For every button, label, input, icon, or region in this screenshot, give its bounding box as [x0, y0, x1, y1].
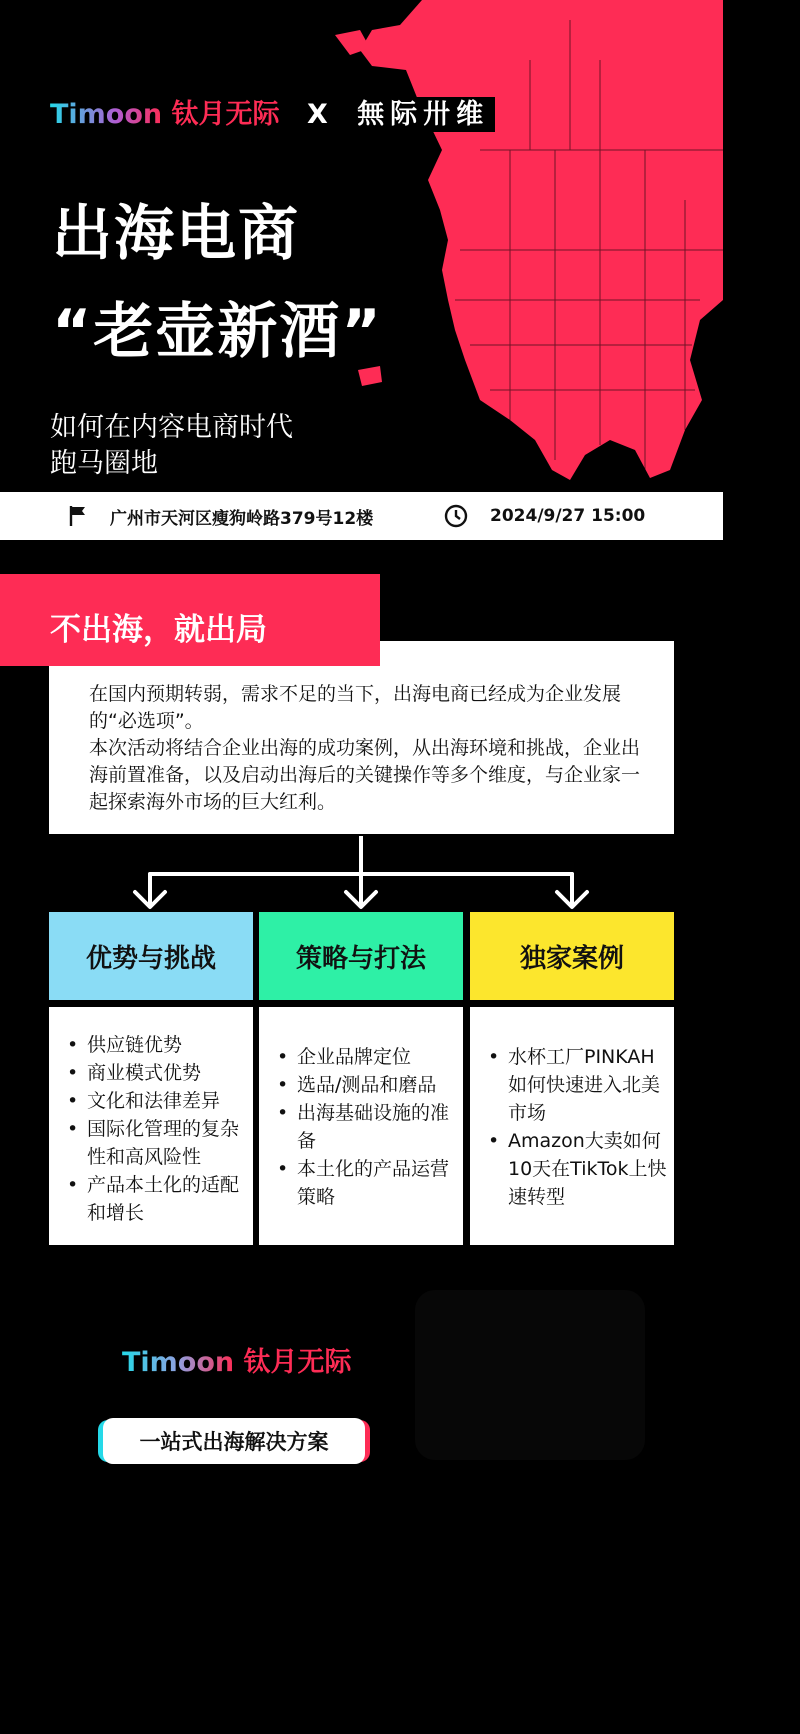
list-item: • Amazon大卖如何10天在TikTok上快速转型	[488, 1127, 670, 1211]
footer-brand-en: Timoon	[122, 1347, 235, 1378]
list-item: • 产品本土化的适配和增长	[67, 1171, 249, 1227]
column-body-cases	[470, 1007, 674, 1245]
partner-logo-text: 無际卅维	[351, 97, 495, 132]
brand-cn: 钛月无际	[171, 99, 280, 130]
event-location: 广州市天河区瘦狗岭路379号12楼	[110, 508, 374, 529]
section-heading: 不出海，就出局	[50, 612, 267, 648]
column-head-advantages: 优势与挑战	[49, 912, 253, 1000]
branch-arrows	[0, 836, 723, 916]
page-title-line1: 出海电商	[52, 199, 300, 269]
list-item: • 供应链优势	[67, 1031, 249, 1059]
intro-box	[49, 641, 674, 834]
list-item: • 选品/测品和磨品	[277, 1071, 459, 1099]
flag-icon	[68, 505, 88, 527]
list-item: • 出海基础设施的准备	[277, 1099, 459, 1155]
column-body-strategy	[259, 1007, 463, 1245]
cross-mark: X	[306, 99, 328, 130]
clock-icon	[444, 504, 468, 528]
list-item: • 国际化管理的复杂性和高风险性	[67, 1115, 249, 1171]
page-title-line2: “老壶新酒”	[52, 297, 383, 367]
list-item: • 水杯工厂PINKAH如何快速进入北美市场	[488, 1043, 670, 1127]
column-head-cases: 独家案例	[470, 912, 674, 1000]
north-america-map	[330, 0, 723, 490]
event-datetime: 2024/9/27 15:00	[490, 506, 646, 526]
header-brand	[50, 92, 495, 131]
section-heading-banner	[0, 574, 380, 666]
footer-brand	[122, 1340, 352, 1379]
list-item: • 本土化的产品运营策略	[277, 1155, 459, 1211]
column-head-strategy: 策略与打法	[259, 912, 463, 1000]
faded-image	[415, 1290, 645, 1460]
list-item: • 企业品牌定位	[277, 1043, 459, 1071]
tagline-text: 一站式出海解决方案	[103, 1418, 365, 1464]
brand-en: Timoon	[50, 99, 163, 130]
list-item: • 文化和法律差异	[67, 1087, 249, 1115]
tagline-badge	[98, 1418, 370, 1464]
subtitle-line1: 如何在内容电商时代	[50, 412, 293, 443]
intro-text	[89, 681, 649, 816]
intro-paragraph-1: 在国内预期转弱，需求不足的当下，出海电商已经成为企业发展的“必选项”。	[89, 683, 622, 732]
footer-brand-cn: 钛月无际	[243, 1347, 352, 1378]
subtitle-line2: 跑马圈地	[50, 448, 158, 479]
column-body-advantages	[49, 1007, 253, 1245]
list-item: • 商业模式优势	[67, 1059, 249, 1087]
intro-paragraph-2: 本次活动将结合企业出海的成功案例，从出海环境和挑战，企业出海前置准备，以及启动出海后的关键操作等多个维度，与企业家一起探索海外市场的巨大红利。	[89, 737, 641, 813]
info-bar	[0, 492, 723, 540]
